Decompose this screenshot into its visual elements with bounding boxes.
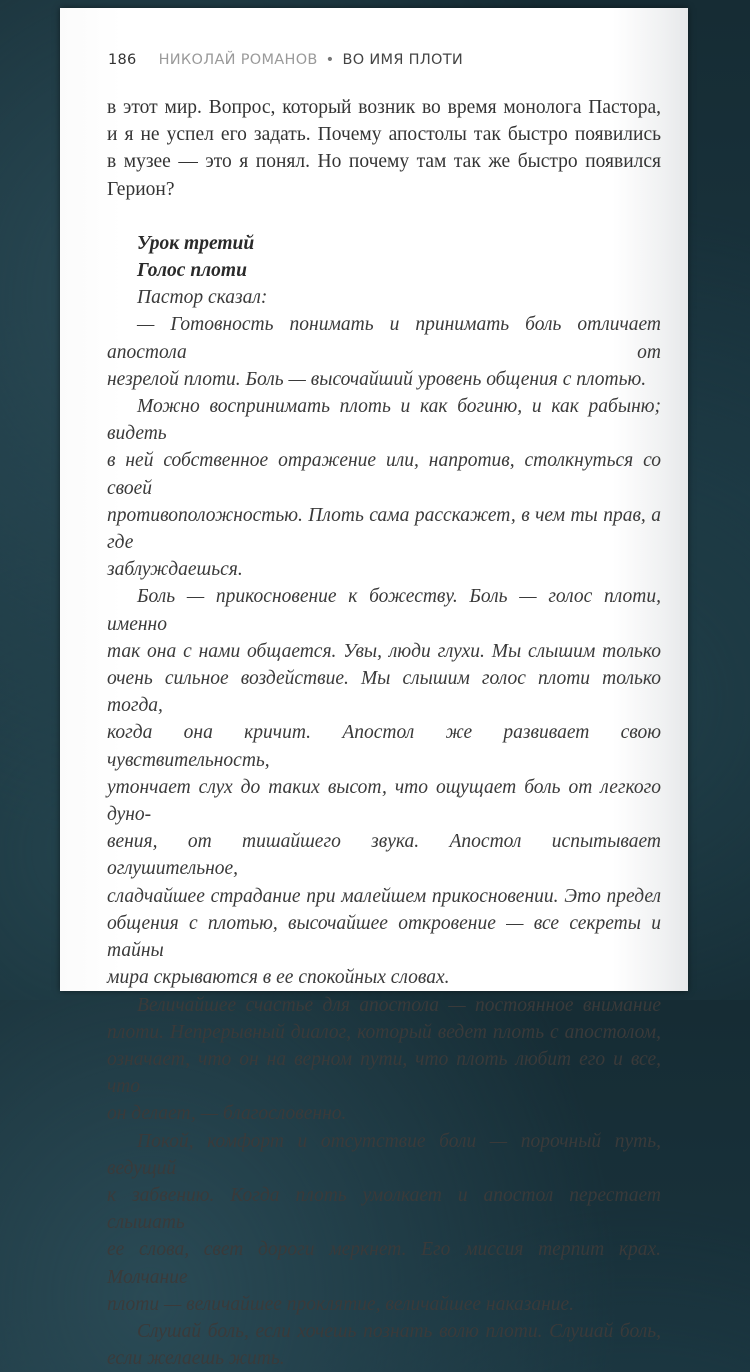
author-name: НИКОЛАЙ РОМАНОВ — [158, 52, 318, 68]
text-line: когда она кричит. Апостол же развивает свою чувствительность, — [107, 722, 661, 771]
text-line: означает, что он на верном пути, что плоть любит его и все, что — [107, 1048, 661, 1098]
text-line: вения, от тишайшего звука. Апостол испытывает оглушительное, — [107, 831, 661, 880]
text-line: Слушай боль, если хочешь познать волю плоти. Слушай боль, — [137, 1320, 661, 1342]
text-line: сладчайшее страдание при малейшем прикосновении. Это предел — [107, 885, 661, 907]
text-line: Боль — прикосновение к божеству. Боль — голос плоти, именно — [107, 586, 661, 635]
text-line: общения с плотью, высочайшее откровение — все секреты и тайны — [107, 912, 661, 962]
running-head — [108, 52, 463, 68]
text-line: очень сильное воздействие. Мы слышим голос плоти только тогда, — [107, 668, 661, 717]
paragraph — [107, 311, 661, 393]
text-line: в ней собственное отражение или, напротив, столкнуться со своей — [107, 450, 661, 499]
paragraph — [107, 992, 661, 1128]
text-line: он делает, — благословенно. — [107, 1103, 347, 1125]
separator-bullet: • — [325, 52, 335, 68]
text-line: в этот мир. Вопрос, который возник во время монолога Пастора, — [107, 97, 661, 118]
intro-paragraph — [107, 94, 661, 203]
section-break — [107, 203, 661, 230]
text-line: Величайшее счастье для апостола — постоянное внимание — [137, 994, 661, 1016]
page-body — [107, 94, 661, 1372]
speaker-intro: Пастор сказал: — [137, 287, 268, 309]
text-line: Покой, комфорт и отсутствие боли — порочный путь, ведущий — [107, 1130, 661, 1179]
paragraph — [107, 1318, 661, 1372]
paragraph — [107, 583, 661, 991]
text-line: Герион? — [107, 178, 175, 200]
text-line: противоположностью. Плоть сама расскажет, в чем ты прав, а где — [107, 504, 661, 554]
text-line: заблуждаешься. — [107, 559, 243, 581]
text-line: к забвению. Когда плоть умолкает и апостол перестает слышать — [107, 1184, 661, 1234]
text-line: так она с нами общается. Увы, люди глухи. Мы слышим только — [107, 640, 661, 662]
page-number: 186 — [108, 52, 137, 68]
lesson-subtitle: Голос плоти — [137, 260, 247, 282]
text-line: утончает слух до таких высот, что ощущает боль от легкого дуно- — [107, 776, 661, 826]
text-line: и я не успел его задать. Почему апостолы так быстро появились — [107, 124, 661, 146]
text-line: плоти. Непрерывный диалог, который ведет плоть с апостолом, — [107, 1021, 661, 1043]
paragraph — [107, 393, 661, 583]
text-line: — Готовность понимать и принимать боль отличает апостола от — [107, 314, 661, 363]
text-line: Можно воспринимать плоть и как богиню, и как рабыню; видеть — [107, 396, 661, 445]
book-page — [60, 8, 688, 1370]
text-line: если желаешь жить. — [107, 1348, 285, 1370]
book-title: ВО ИМЯ ПЛОТИ — [342, 52, 464, 68]
lesson-heading: Урок третий — [137, 232, 255, 254]
text-line: ее слова, свет дороги меркнет. Его миссия терпит крах. Молчание — [107, 1239, 661, 1288]
text-line: мира скрываются в ее спокойных словах. — [107, 967, 450, 989]
text-line: незрелой плоти. Боль — высочайший уровень общения с плотью. — [107, 368, 647, 390]
paragraph — [107, 1128, 661, 1318]
text-line: в музее — это я понял. Но почему там так же быстро появился — [107, 151, 661, 173]
text-line: плоти — величайшее проклятие, величайшее наказание. — [107, 1293, 575, 1315]
